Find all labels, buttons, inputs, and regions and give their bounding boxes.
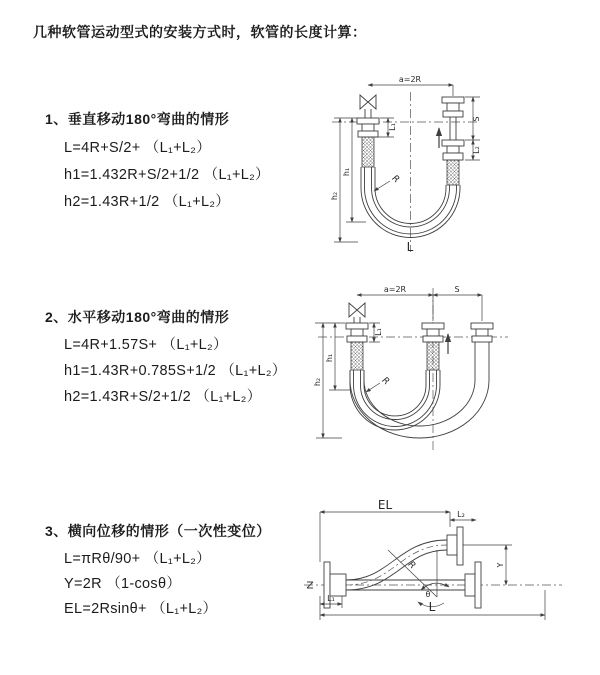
dim-label-l: L [428, 600, 436, 614]
section-1-formula-L: L=4R+S/2+ （L₁+L₂） [64, 140, 212, 156]
section-2-heading: 2、水平移动180°弯曲的情形 [45, 309, 230, 325]
right-pipe-fitting [471, 323, 493, 342]
middle-pipe-fitting [422, 323, 444, 370]
dim-label-el: EL [377, 498, 393, 512]
dim-label-r: R [405, 559, 418, 572]
dim-label-h1: h₁ [342, 167, 351, 177]
dim-label-l1: L₁ [327, 594, 335, 603]
section-2-formula-h2: h2=1.43R+S/2+1/2 （L₁+L₂） [64, 389, 262, 405]
right-flange [465, 562, 481, 608]
diagram-horizontal-180-bend [310, 280, 600, 460]
dim-label-l2: L₂ [457, 510, 465, 519]
page-title: 几种软管运动型式的安装方式时，软管的长度计算： [33, 24, 367, 40]
dim-label-h2: h₂ [313, 377, 322, 387]
diagram-lateral-displacement [300, 498, 600, 658]
dim-label-y: Y [496, 562, 505, 568]
upper-flange [447, 527, 463, 565]
valve-icon [360, 95, 376, 118]
section-2-formula-L: L=4R+1.57S+ （L₁+L₂） [64, 337, 228, 353]
hose-curves [350, 342, 489, 438]
section-1-formula-h1: h1=1.432R+S/2+1/2 （L₁+L₂） [64, 167, 270, 183]
dim-label-h2: h₂ [330, 191, 339, 201]
diagram-vertical-180-bend [318, 70, 586, 260]
right-pipe-fitting [442, 97, 464, 185]
section-3-formula-EL: EL=2Rsinθ+ （L₁+L₂） [64, 601, 218, 617]
dimension-lines [315, 295, 482, 438]
dim-label-s: S [472, 116, 481, 122]
dim-label-a2r: a=2R [383, 285, 407, 294]
dim-label-l1: L₁ [388, 123, 397, 131]
section-3-heading: 3、横向位移的情形（一次性变位） [45, 523, 271, 539]
dim-label-s: S [454, 285, 460, 294]
dim-label-h1: h₁ [325, 353, 334, 363]
dim-label-r: R [389, 173, 401, 186]
dim-label-l2: L₂ [472, 146, 481, 154]
dim-label-a2r: a=2R [398, 75, 422, 84]
section-1-heading: 1、垂直移动180°弯曲的情形 [45, 111, 230, 127]
dim-label-l: L [406, 240, 414, 254]
dim-label-l1: L₁ [374, 328, 383, 336]
section-1-formula-h2: h2=1.43R+1/2 （L₁+L₂） [64, 194, 231, 210]
section-3-formula-L: L=πRθ/90+ （L₁+L₂） [64, 551, 211, 567]
left-pipe-fitting [357, 118, 379, 167]
section-3-formula-Y: Y=2R （1-cosθ） [64, 576, 182, 592]
section-2-formula-h1: h1=1.43R+0.785S+1/2 （L₁+L₂） [64, 363, 287, 379]
left-pipe-fitting [346, 323, 368, 370]
dim-label-theta: θ [425, 590, 431, 599]
valve-icon [349, 303, 365, 323]
dim-label-r: R [379, 375, 391, 388]
